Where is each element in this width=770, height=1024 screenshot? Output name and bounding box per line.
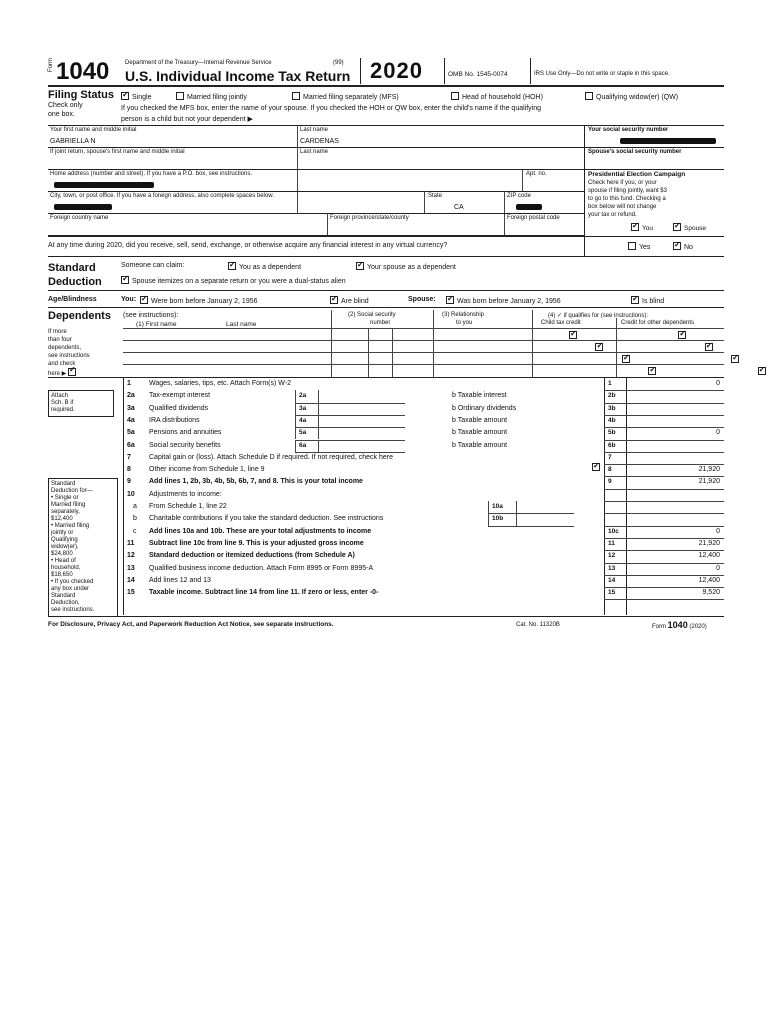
you-born-before[interactable]: [140, 296, 258, 305]
line-16-amount[interactable]: 12,400: [698, 576, 720, 584]
line-12-text: Add lines 10a and 10b. These are your total adjustments to income: [149, 527, 372, 535]
ssn-redacted: [620, 138, 716, 144]
dep-col-rel-a: (3) Relationship: [442, 312, 485, 318]
pec-line-5: your tax or refund.: [588, 212, 637, 218]
dep-side-1: If more: [48, 329, 67, 335]
line-4-number: 5a: [127, 429, 135, 437]
std-note-18: Deduction,: [51, 600, 80, 606]
line-15-box-label: 13: [608, 564, 616, 572]
std-note-12: • Head of: [51, 558, 76, 564]
virtual-no-checkbox[interactable]: [673, 242, 681, 250]
pec-spouse-checkbox[interactable]: [673, 223, 681, 231]
you-blind-checkbox[interactable]: [330, 296, 338, 304]
dep-side-3: dependents,: [48, 345, 82, 351]
line-6-text: Capital gain or (loss). Attach Schedule D if required. If not required, check here: [149, 453, 393, 461]
ssn-label: Your social security number: [588, 127, 669, 133]
line-17-box-label: 15: [608, 589, 616, 597]
line-2-midbox: 3a: [299, 404, 307, 412]
irs-code: (99): [333, 60, 344, 66]
you-born-label: Were born before January 2, 1956: [151, 298, 258, 305]
spouse-ssn-label: Spouse's social security number: [588, 149, 682, 155]
last-name-label: Last name: [300, 127, 329, 133]
state-field[interactable]: CA: [454, 204, 464, 211]
line-5-number: 6a: [127, 441, 135, 449]
line-7-number: 8: [127, 466, 131, 474]
footer-form: [652, 620, 707, 630]
line-11-midbox: 10b: [492, 515, 504, 523]
dep-side-here: here ▶: [48, 371, 67, 377]
age-blindness-label: Age/Blindness: [48, 296, 97, 303]
spouse-blind-label: Is blind: [642, 298, 665, 305]
one-box-label: one box.: [48, 111, 75, 118]
form-number: 1040: [56, 58, 110, 85]
you-born-checkbox[interactable]: [140, 296, 148, 304]
footer-form-year: (2020): [689, 624, 707, 630]
address-redacted: [54, 182, 154, 188]
claim-spouse-label: Your spouse as a dependent: [367, 264, 456, 271]
form-1040: [48, 58, 724, 630]
dept-label: Department of the Treasury—Internal Revenue Service: [125, 60, 272, 66]
footer-form-number: 1040: [667, 620, 688, 630]
dep-col-qualifies: (4) ✓ if qualifies for (see instructions):: [548, 313, 649, 319]
dep4-odc-checkbox[interactable]: [758, 367, 766, 375]
line-1-text: Tax-exempt interest: [149, 392, 211, 400]
virtual-yes[interactable]: [628, 242, 650, 251]
claim-spouse-checkbox[interactable]: [356, 262, 364, 270]
line-16-box-label: 14: [608, 576, 616, 584]
pec-you[interactable]: [631, 223, 653, 232]
std-note-1: Standard: [51, 481, 76, 487]
last-name-field[interactable]: CARDENAS: [300, 138, 339, 145]
line-13-number: 11: [127, 539, 135, 547]
spouse-born-before[interactable]: [446, 296, 561, 305]
line-2-number: 3a: [127, 404, 135, 412]
line-15-number: 13: [127, 564, 135, 572]
line-1-number: 2a: [127, 392, 135, 400]
attach-note: [48, 390, 114, 417]
apt-label: Apt. no.: [526, 171, 547, 177]
line-10-midbox: 10a: [492, 503, 503, 510]
foreign-country-label: Foreign country name: [50, 215, 109, 221]
std-note-14: $18,650: [51, 572, 73, 578]
line-14-number: 12: [127, 552, 135, 560]
line-4-midbox: 5a: [299, 429, 307, 437]
filing-note-2: person is a child but not your dependent ▶: [121, 116, 253, 123]
line-1-midbox: 2a: [299, 392, 307, 400]
first-name-field[interactable]: GABRIELLA N: [50, 138, 96, 145]
line-6-number: 7: [127, 453, 131, 461]
irs-use-only: IRS Use Only—Do not write or staple in this space.: [534, 71, 670, 77]
form-title: U.S. Individual Income Tax Return: [125, 68, 351, 84]
line-5-box-label: 6b: [608, 441, 616, 449]
spouse-born-checkbox[interactable]: [446, 296, 454, 304]
more-dependents-checkbox[interactable]: [68, 368, 76, 376]
filing-qw[interactable]: [585, 92, 678, 101]
line-15-text: Qualified business income deduction. Attach Form 8995 or Form 8995-A: [149, 564, 374, 572]
line-10-number: a: [133, 503, 137, 510]
line-16-text: Add lines 12 and 13: [149, 576, 211, 584]
std-note-11: $24,800: [51, 551, 73, 557]
line-8-number: 9: [127, 478, 131, 486]
dep-col-ctc: Child tax credit: [541, 320, 581, 326]
line-9-number: 10: [127, 490, 135, 498]
std-note-17: Standard: [51, 593, 76, 599]
mfs-checkbox[interactable]: [292, 92, 300, 100]
dependents-label: Dependents: [48, 310, 111, 322]
dep1-odc-checkbox[interactable]: [678, 331, 686, 339]
line-4-text: Pensions and annuities: [149, 429, 222, 437]
line-9-text: Adjustments to income:: [149, 490, 222, 498]
tax-year: 2020: [370, 58, 423, 83]
address-label: Home address (number and street). If you have a P.O. box, see instructions.: [50, 171, 252, 177]
mfj-label: Married filing jointly: [187, 94, 247, 101]
line-4-right-text: b Taxable amount: [452, 429, 508, 437]
dependents-see: (see instructions):: [123, 312, 179, 319]
dependents-side-note: [48, 328, 90, 378]
std-note-19: see instructions.: [51, 607, 95, 613]
pec-spouse[interactable]: [673, 223, 706, 232]
single-checkbox[interactable]: [121, 92, 129, 100]
std-note-15: • If you checked: [51, 579, 94, 585]
line-15-amount[interactable]: 0: [716, 564, 720, 572]
line-13-box-label: 11: [608, 539, 615, 547]
line-0-number: 1: [127, 380, 131, 387]
pec-spouse-label: Spouse: [684, 225, 707, 232]
virtual-no[interactable]: [673, 242, 693, 251]
dep-side-6: [48, 368, 90, 378]
dep-col-ssn-b: number: [370, 320, 391, 326]
capital-gain-checkbox[interactable]: [592, 463, 600, 471]
line-1-right-text: b Taxable interest: [452, 392, 507, 400]
std-note-4: Married filing: [51, 502, 86, 508]
claim-you-dependent[interactable]: [228, 262, 301, 271]
dep2-odc-checkbox[interactable]: [705, 343, 713, 351]
spouse-last-label: Last name: [300, 149, 329, 155]
std-note-16: any box under: [51, 586, 90, 592]
dep4-ctc-checkbox[interactable]: [648, 367, 656, 375]
footer-form-label: Form: [652, 624, 666, 630]
line-8-text: Add lines 1, 2b, 3b, 4b, 5b, 6b, 7, and 8. This is your total income: [149, 478, 363, 486]
pec-line-3: to go to this fund. Checking a: [588, 196, 666, 202]
dep-side-2: than four: [48, 337, 72, 343]
line-5-right-text: b Taxable amount: [452, 441, 508, 449]
line-3-number: 4a: [127, 416, 135, 424]
spouse-itemizes-checkbox[interactable]: [121, 276, 129, 284]
qw-checkbox[interactable]: [585, 92, 593, 100]
pec-title: Presidential Election Campaign: [588, 171, 686, 178]
std-note-13: household,: [51, 565, 81, 571]
line-0-amount[interactable]: 0: [716, 380, 720, 387]
standard-label-2: Deduction: [48, 276, 102, 288]
std-note-2: Deduction for—: [51, 488, 93, 494]
dep-col-odc: Credit for other dependents: [621, 320, 695, 326]
line-13-amount[interactable]: 21,920: [698, 539, 720, 547]
dep2-ctc-checkbox[interactable]: [595, 343, 603, 351]
spouse-blind-checkbox[interactable]: [631, 296, 639, 304]
std-note-5: separately,: [51, 509, 80, 515]
dep-side-5: and check: [48, 361, 76, 367]
line-12-number: c: [133, 527, 137, 535]
std-note-8: jointly or: [51, 530, 74, 536]
attach-note-3: required.: [51, 407, 75, 413]
age-spouse-label: Spouse:: [408, 296, 436, 303]
std-note-9: Qualifying: [51, 537, 78, 543]
line-17-amount[interactable]: 9,520: [702, 589, 720, 597]
filing-mfj[interactable]: [176, 92, 247, 101]
virtual-currency-question: At any time during 2020, did you receive, sell, send, exchange, or otherwise acquire any financial interest in any virtual currency?: [48, 242, 448, 249]
line-5-midbox: 6a: [299, 441, 307, 449]
zip-redacted: [516, 204, 542, 210]
line-14-amount[interactable]: 12,400: [698, 552, 720, 560]
dep3-ctc-checkbox[interactable]: [622, 355, 630, 363]
line-0-box-label: 1: [608, 380, 612, 387]
line-4-amount[interactable]: 0: [716, 429, 720, 437]
pec-you-label: You: [642, 225, 653, 232]
line-8-amount[interactable]: 21,920: [698, 478, 720, 486]
age-you-label: You:: [121, 296, 137, 303]
dep-side-4: see instructions: [48, 353, 90, 359]
virtual-yes-checkbox[interactable]: [628, 242, 636, 250]
filing-note-1: If you checked the MFS box, enter the name of your spouse. If you checked the HOH or QW box, enter the child's name if the qualifying: [121, 105, 541, 112]
someone-can-claim: Someone can claim:: [121, 262, 185, 269]
hoh-checkbox[interactable]: [451, 92, 459, 100]
dep-col-ssn-a: (2) Social security: [348, 312, 396, 318]
virtual-no-label: No: [684, 244, 693, 251]
city-redacted: [54, 204, 112, 210]
line-12-box-label: 10c: [608, 527, 619, 535]
std-note-10: widow(er),: [51, 544, 79, 550]
standard-label-1: Standard: [48, 262, 96, 274]
pec-you-checkbox[interactable]: [631, 223, 639, 231]
std-note-6: $12,400: [51, 516, 73, 522]
foreign-postal-label: Foreign postal code: [507, 215, 560, 221]
line-2-right-text: b Ordinary dividends: [452, 404, 517, 412]
virtual-yes-label: Yes: [639, 244, 651, 251]
spouse-first-label: If joint return, spouse's first name and middle initial: [50, 149, 185, 155]
you-blind-label: Are blind: [341, 298, 369, 305]
std-note-7: • Married filing: [51, 523, 90, 529]
line-1-box-label: 2b: [608, 392, 616, 400]
filing-single[interactable]: [121, 92, 151, 101]
omb-number: OMB No. 1545-0074: [448, 71, 508, 78]
line-8-box-label: 9: [608, 478, 612, 486]
attach-note-2: Sch. B if: [51, 400, 74, 406]
line-16-number: 14: [127, 576, 135, 584]
line-10-text: From Schedule 1, line 22: [149, 503, 227, 510]
spouse-itemizes-label: Spouse itemizes on a separate return or you were a dual-status alien: [132, 278, 346, 285]
line-3-midbox: 4a: [299, 416, 307, 424]
dep-col-last: Last name: [226, 321, 257, 328]
line-17-text: Taxable income. Subtract line 14 from line 11. If zero or less, enter -0-: [149, 589, 379, 597]
line-13-text: Subtract line 10c from line 9. This is your adjusted gross income: [149, 539, 364, 547]
line-6-box-label: 7: [608, 453, 612, 461]
check-only-label: Check only: [48, 102, 83, 109]
claim-you-checkbox[interactable]: [228, 262, 236, 270]
dep-col-rel-b: to you: [456, 320, 473, 326]
std-deduction-note: [48, 478, 118, 617]
line-14-box-label: 12: [608, 552, 616, 560]
line-3-box-label: 4b: [608, 416, 616, 424]
mfs-label: Married filing separately (MFS): [303, 94, 399, 101]
claim-spouse-dependent[interactable]: [356, 262, 456, 271]
pec-line-2: spouse if filing jointly, want $3: [588, 188, 667, 194]
footer-cat-no: Cat. No. 11320B: [516, 622, 560, 628]
claim-you-label: You as a dependent: [239, 264, 302, 271]
line-12-amount[interactable]: 0: [716, 527, 720, 535]
attach-note-1: Attach: [51, 393, 69, 399]
line-2-box-label: 3b: [608, 404, 616, 412]
dep-col-first: (1) First name: [136, 321, 177, 328]
line-3-text: IRA distributions: [149, 416, 200, 424]
line-5-text: Social security benefits: [149, 441, 221, 449]
hoh-label: Head of household (HOH): [462, 94, 543, 101]
qw-label: Qualifying widow(er) (QW): [596, 94, 679, 101]
filing-status-label: Filing Status: [48, 89, 114, 101]
line-11-number: b: [133, 515, 137, 523]
filing-hoh[interactable]: [451, 92, 543, 101]
footer-notice: For Disclosure, Privacy Act, and Paperwork Reduction Act Notice, see separate instructions.: [48, 621, 334, 628]
mfj-checkbox[interactable]: [176, 92, 184, 100]
foreign-province-label: Foreign province/state/county: [330, 215, 409, 221]
std-note-3: • Single or: [51, 495, 79, 501]
filing-mfs[interactable]: [292, 92, 399, 101]
line-7-amount[interactable]: 21,920: [698, 466, 720, 474]
line-7-text: Other income from Schedule 1, line 9: [149, 466, 265, 474]
line-4-box-label: 5b: [608, 429, 616, 437]
dep3-odc-checkbox[interactable]: [731, 355, 739, 363]
single-label: Single: [132, 94, 152, 101]
line-2-text: Qualified dividends: [149, 404, 209, 412]
pec-line-1: Check here if you, or your: [588, 180, 657, 186]
spouse-born-label: Was born before January 2, 1956: [457, 298, 561, 305]
line-0-text: Wages, salaries, tips, etc. Attach Form(s) W-2: [149, 380, 291, 387]
form-vertical-label: Form: [48, 58, 54, 72]
line-7-box-label: 8: [608, 466, 612, 474]
spouse-blind[interactable]: [631, 296, 664, 305]
line-17-number: 15: [127, 589, 135, 597]
first-name-label: Your first name and middle initial: [50, 127, 137, 133]
you-blind[interactable]: [330, 296, 369, 305]
spouse-itemizes[interactable]: [121, 276, 346, 285]
line-11-text: Charitable contributions if you take the standard deduction. See instructions: [149, 515, 384, 523]
state-label: State: [428, 193, 443, 199]
pec-line-4: box below will not change: [588, 204, 657, 210]
line-14-text: Standard deduction or itemized deductions (from Schedule A): [149, 552, 355, 560]
line-3-right-text: b Taxable amount: [452, 416, 508, 424]
city-label: City, town, or post office. If you have a foreign address, also complete spaces below.: [50, 193, 274, 199]
zip-label: ZIP code: [507, 193, 531, 199]
dep1-ctc-checkbox[interactable]: [569, 331, 577, 339]
